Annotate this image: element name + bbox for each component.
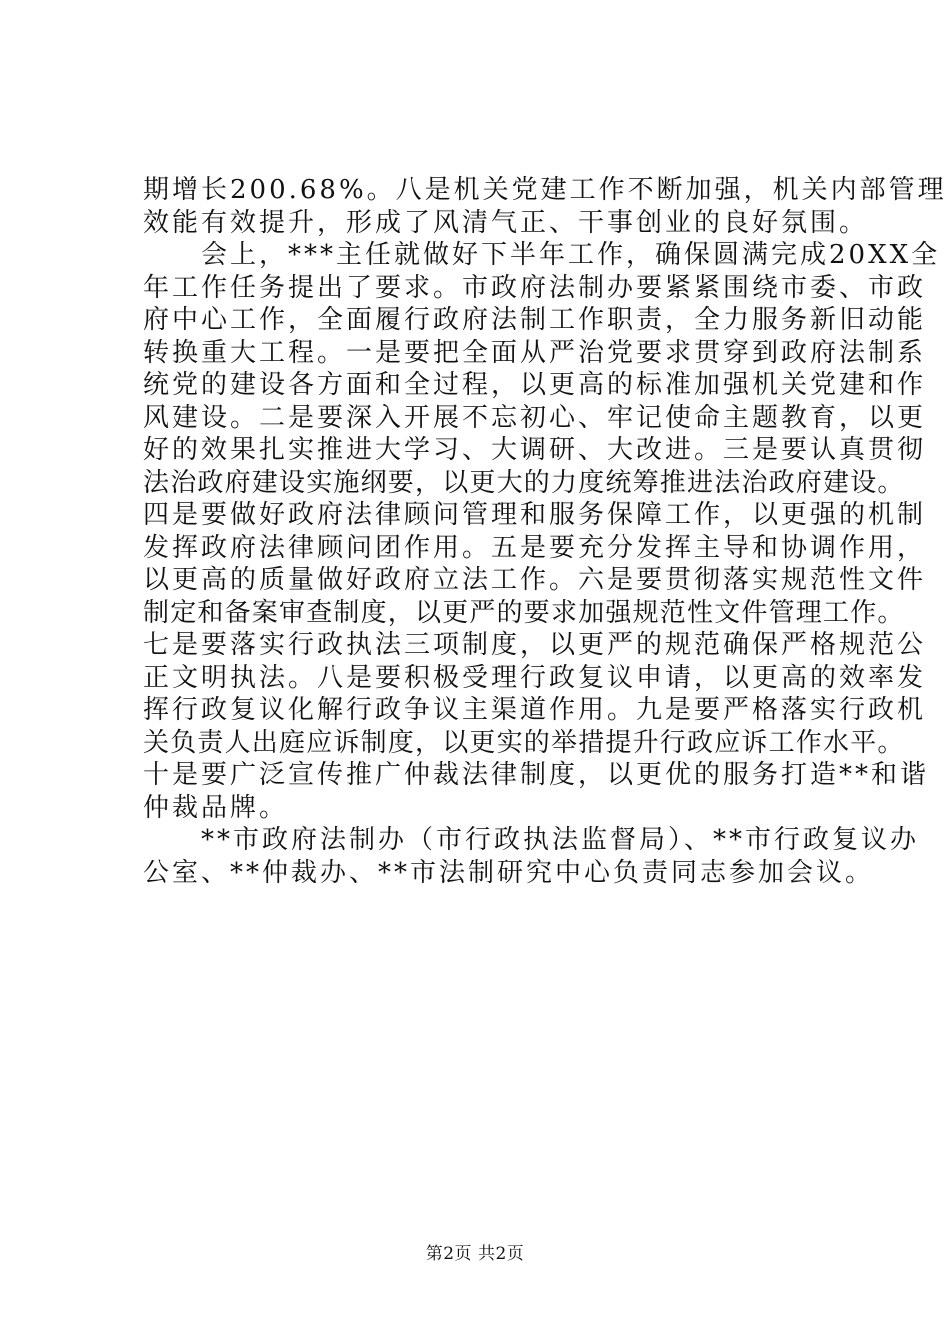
text-line: 仲裁品牌。: [143, 792, 289, 823]
text-line: 年工作任务提出了要求。市政府法制办要紧紧围绕市委、市政: [143, 272, 927, 303]
text-line: 府中心工作，全面履行政府法制工作职责，全力服务新旧动能: [143, 305, 927, 335]
text-line: 会上，***主任就做好下半年工作，确保圆满完成20XX全: [143, 240, 941, 270]
text-line: 正文明执法。八是要积极受理行政复议申请，以更高的效率发: [143, 662, 927, 693]
text-line: 关负责人出庭应诉制度，以更实的举措提升行政应诉工作水平。: [143, 727, 905, 758]
text-line: 挥行政复议化解行政争议主渠道作用。九是要严格落实行政机: [143, 695, 927, 725]
text-line: **市政府法制办（市行政执法监督局）、**市行政复议办: [143, 825, 920, 855]
text-line: 效能有效提升，形成了风清气正、干事创业的良好氛围。: [143, 207, 869, 238]
document-body: [143, 174, 947, 889]
text-line: 统党的建设各方面和全过程，以更高的标准加强机关党建和作: [143, 370, 927, 400]
text-line: 发挥政府法律顾问团作用。五是要充分发挥主导和协调作用，: [143, 532, 927, 563]
text-line: 期增长200.68%。八是机关党建工作不断加强，机关内部管理: [143, 175, 947, 205]
text-line: 七是要落实行政执法三项制度，以更严的规范确保严格规范公: [143, 630, 927, 660]
text-line: 法治政府建设实施纲要，以更大的力度统筹推进法治政府建设。: [143, 467, 905, 498]
text-line: 四是要做好政府法律顾问管理和服务保障工作，以更强的机制: [143, 500, 927, 530]
text-line: 转换重大工程。一是要把全面从严治党要求贯穿到政府法制系: [143, 337, 927, 368]
text-line: 制定和备案审查制度，以更严的要求加强规范性文件管理工作。: [143, 597, 905, 628]
text-line: 公室、**仲裁办、**市法制研究中心负责同志参加会议。: [143, 857, 875, 888]
text-line: 十是要广泛宣传推广仲裁法律制度，以更优的服务打造**和谐: [143, 760, 930, 790]
text-line: 风建设。二是要深入开展不忘初心、牢记使命主题教育，以更: [143, 402, 927, 433]
text-line: 好的效果扎实推进大学习、大调研、大改进。三是要认真贯彻: [143, 435, 927, 465]
text-line: 以更高的质量做好政府立法工作。六是要贯彻落实规范性文件: [143, 565, 927, 595]
page-number-footer: 第2页 共2页: [425, 1244, 525, 1264]
